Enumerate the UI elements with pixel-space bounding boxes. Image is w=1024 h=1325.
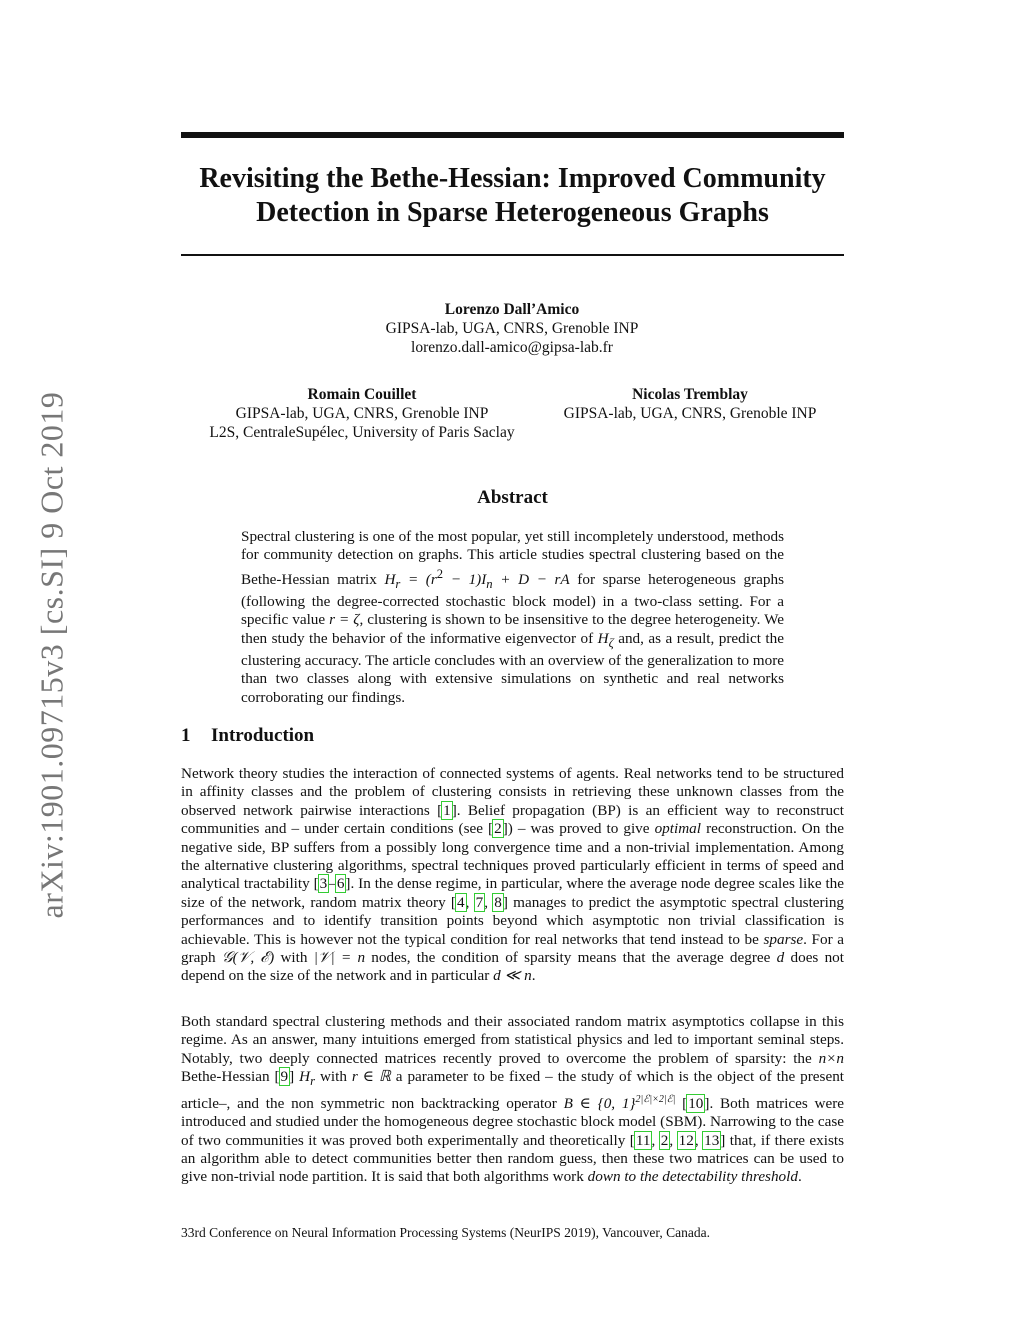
citation-link[interactable]: 9 <box>280 1068 289 1086</box>
citation-link[interactable]: 12 <box>678 1131 694 1149</box>
text-run: with <box>315 1068 352 1086</box>
text-run: Network theory studies the interaction of connected systems of agents. Real networks tend to be structured in affinity classes and the problem of clustering consists in retrieving these unknown classes from the observed network pairwise interactions [ <box>181 765 844 819</box>
author-name: Lorenzo Dall’Amico <box>444 301 580 318</box>
text-run: , <box>694 1131 704 1149</box>
text-run: Both standard spectral clustering methods and their associated random matrix asymptotics collapse in this regime. As an answer, many intuitions emerged from statistical physics and led to important seminal steps. Notably, two deeply connected matrices recently proved to overcome the problem of sparsity: the <box>181 1013 844 1067</box>
text-run: . <box>797 1168 802 1186</box>
math: |𝒱| = n <box>313 949 366 967</box>
math: = (r <box>400 570 437 588</box>
emphasis: sparse <box>763 930 804 948</box>
text-run: Bethe-Hessian [ <box>181 1068 280 1086</box>
citation-link[interactable]: 4 <box>456 893 465 911</box>
arxiv-identifier: arXiv:1901.09715v3 [cs.SI] 9 Oct 2019 <box>33 391 70 919</box>
math: H <box>299 1068 311 1086</box>
intro-paragraph-2 <box>181 1013 844 1187</box>
intro-paragraph-1 <box>181 765 844 986</box>
emphasis: down to the detectability threshold <box>587 1168 798 1186</box>
citation-link[interactable]: 13 <box>704 1131 720 1149</box>
math: r ∈ ℝ <box>351 1068 391 1086</box>
text-run: – <box>328 875 336 893</box>
math: n×n <box>818 1049 844 1067</box>
citation-link[interactable]: 1 <box>443 801 451 819</box>
text-run: . For a graph <box>181 930 844 967</box>
math: ζ <box>608 635 614 650</box>
text-run: a parameter to be fixed – the study of which is the object of the present article–, and the non symmetric non backtracking operator <box>181 1068 845 1112</box>
citation-link[interactable]: 10 <box>688 1094 704 1112</box>
citation-link[interactable]: 2 <box>660 1131 669 1149</box>
text-run: , <box>465 893 475 911</box>
abstract-heading: Abstract <box>477 487 548 508</box>
author-block-1 <box>312 300 712 357</box>
math: H <box>597 629 609 647</box>
text-run: , <box>484 893 494 911</box>
math: d <box>776 949 785 967</box>
title-top-rule <box>181 132 844 138</box>
text-run: and, as a result, predict the clustering accuracy. The article concludes with an overview of the generalization to more than two classes along with extensive simulations on synthetic and real networks corroborating our findings. <box>241 629 784 706</box>
math: r <box>310 1074 316 1089</box>
math: r = ζ <box>329 611 360 629</box>
text-run: reconstruction. On the negative side, BP suffers from a possibly long convergence time and a non-trivial implementation. Among the alternative clustering algorithms, spectral techniques proved particularly efficient in terms of speed and analytical tractability [ <box>181 820 844 893</box>
author-name: Nicolas Tremblay <box>632 386 748 403</box>
text-run: ] manages to predict the asymptotic spectral clustering performances and to identify transition points beyond which asymptotic non trivial classification is achievable. This is however not the typical condition for real networks that tend instead to be <box>181 893 845 948</box>
author-affiliation: GIPSA-lab, UGA, CNRS, Grenoble INP <box>385 320 639 337</box>
text-run: . <box>531 967 536 985</box>
title-bottom-rule <box>181 254 844 256</box>
section-number: 1 <box>181 725 191 746</box>
math: 2 <box>436 566 444 581</box>
author-email[interactable]: lorenzo.dall-amico@gipsa-lab.fr <box>411 339 613 356</box>
text-run: ] <box>289 1068 300 1086</box>
emphasis: optimal <box>654 820 701 838</box>
text-run: nodes, the condition of sparsity means that the average degree <box>365 949 777 967</box>
math: n <box>486 576 493 591</box>
citation-link[interactable]: 2 <box>494 820 502 838</box>
conference-footnote: 33rd Conference on Neural Information Processing Systems (NeurIPS 2019), Vancouver, Canada. <box>181 1225 710 1240</box>
math: − 1)I <box>443 570 487 588</box>
citation-link[interactable]: 6 <box>336 875 345 893</box>
text-run: ]. In the dense regime, in particular, where the average node degree scales like the size of the network, random matrix theory [ <box>181 875 845 911</box>
text-run: , <box>651 1131 660 1149</box>
paper-title: Revisiting the Bethe-Hessian: Improved Community Detection in Sparse Heterogeneous Graphs <box>199 163 826 228</box>
author-block-3 <box>540 385 840 423</box>
citation-link[interactable]: 3 <box>319 875 328 893</box>
section-heading <box>181 725 314 747</box>
citation-link[interactable]: 7 <box>475 893 484 911</box>
text-run: does not depend on the size of the network and in particular <box>181 949 844 985</box>
math: 𝒢(𝒱, ℰ) <box>221 949 275 967</box>
math: H <box>384 570 396 588</box>
author-affiliation: GIPSA-lab, UGA, CNRS, Grenoble INP <box>563 405 817 422</box>
citation-link[interactable]: 11 <box>635 1131 651 1149</box>
text-run: ]. Belief propagation (BP) is an efficient way to reconstruct communities and – under certain conditions (see [ <box>181 801 845 838</box>
text-run: Spectral clustering is one of the most popular, yet still incompletely understood, methods for community detection on graphs. This article studies spectral clustering based on the Bethe-Hessian matrix <box>241 528 784 588</box>
author-affiliation: L2S, CentraleSupélec, University of Paris Saclay <box>209 424 515 441</box>
text-run: for sparse heterogeneous graphs (following the degree-corrected stochastic block model) in a two-class setting. For a specific value <box>241 570 784 629</box>
text-run: , <box>669 1131 678 1149</box>
math: B ∈ {0, 1} <box>563 1094 636 1112</box>
text-run: with <box>274 949 314 967</box>
author-name: Romain Couillet <box>307 386 417 403</box>
math: 2|ℰ|×2|ℰ| <box>635 1093 676 1105</box>
author-affiliation: GIPSA-lab, UGA, CNRS, Grenoble INP <box>235 405 489 422</box>
math: d ≪ n <box>493 967 532 985</box>
text-run: ] that, if there exists an algorithm able to detect communities better then random guess, then these two matrices can be used to give non-trivial node partition. It is said that both algorithms work <box>181 1131 845 1186</box>
math: r <box>395 576 401 591</box>
author-block-2 <box>186 385 538 442</box>
math: + D − rA <box>492 570 570 588</box>
text-run: , clustering is shown to be insensitive to the degree heterogeneity. We then study the behavior of the informative eigenvector of <box>241 611 785 647</box>
abstract-text <box>241 528 784 707</box>
text-run: [ <box>675 1094 688 1112</box>
section-title: Introduction <box>211 725 315 746</box>
citation-link[interactable]: 8 <box>494 893 502 911</box>
text-run: ]. Both matrices were introduced and studied under the homogeneous degree stochastic block model (SBM). Narrowing to the case of two communities it was proved both experimentally and theoretically [ <box>181 1094 845 1149</box>
text-run: ]) – was proved to give <box>502 820 655 838</box>
